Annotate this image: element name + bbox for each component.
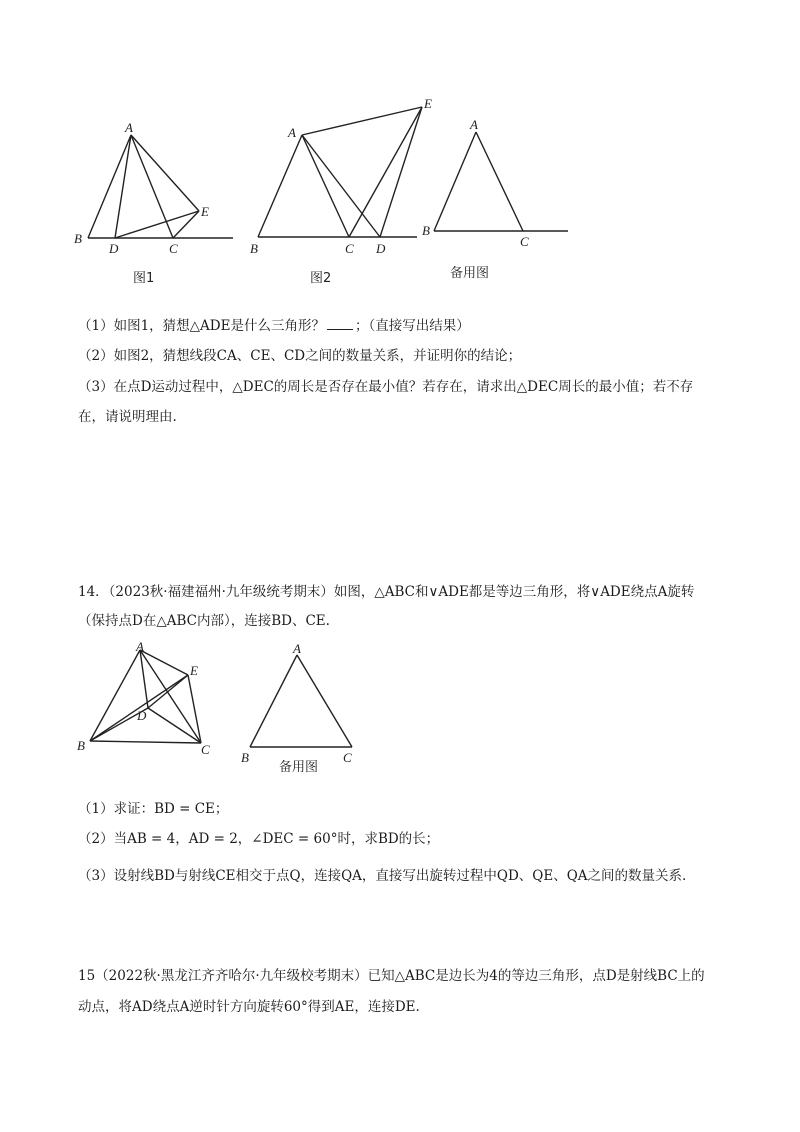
point-d-label: D bbox=[376, 241, 386, 256]
point-a-label: A bbox=[293, 641, 301, 656]
q14-part1: （1）求证：BD = CE； bbox=[78, 801, 229, 817]
q15-stem-line1: 15（2022秋·黑龙江齐齐哈尔·九年级校考期末）已知△ABC是边长为4的等边三角形，点D是射线BC上的 bbox=[78, 968, 705, 984]
q14-part3: （3）设射线BD与射线CE相交于点Q，连接QA，直接写出旋转过程中QD、QE、QA之间的数量关系. bbox=[78, 868, 687, 884]
point-b-label: B bbox=[241, 750, 249, 765]
q13-part3-line2: 在，请说明理由. bbox=[78, 409, 177, 425]
point-a-label: A bbox=[136, 639, 144, 654]
q14-stem-line1: 14．（2023秋·福建福州·九年级统考期末）如图，△ABC和∨ADE都是等边三角形，将∨ADE绕点A旋转 bbox=[78, 584, 695, 600]
point-c-label: C bbox=[169, 241, 178, 256]
figure-2-caption: 图2 bbox=[310, 271, 332, 286]
point-c-label: C bbox=[520, 234, 529, 249]
q14-part2: （2）当AB = 4，AD = 2，∠DEC = 60°时，求BD的长； bbox=[78, 831, 440, 847]
point-e-label: E bbox=[424, 96, 432, 111]
point-b-label: B bbox=[250, 241, 258, 256]
q13-part2: （2）如图2，猜想线段CA、CE、CD之间的数量关系，并证明你的结论； bbox=[78, 348, 522, 364]
figure-q14 bbox=[70, 638, 220, 758]
point-b-label: B bbox=[74, 231, 82, 246]
point-a-label: A bbox=[470, 117, 478, 132]
figure-2 bbox=[240, 90, 440, 295]
figure-q14-spare bbox=[235, 638, 375, 773]
point-b-label: B bbox=[77, 738, 85, 753]
point-c-label: C bbox=[345, 241, 354, 256]
q13-part1: （1）如图1，猜想△ADE是什么三角形？ ；（直接写出结果） bbox=[78, 318, 470, 334]
point-d-label: D bbox=[109, 241, 119, 256]
point-b-label: B bbox=[422, 223, 430, 238]
point-c-label: C bbox=[201, 742, 210, 757]
answer-blank bbox=[327, 329, 353, 330]
figure-spare-caption: 备用图 bbox=[450, 266, 490, 281]
point-d-label: D bbox=[137, 708, 147, 723]
figure-spare-caption: 备用图 bbox=[279, 760, 319, 775]
figure-1-caption: 图1 bbox=[133, 271, 155, 286]
q15-stem-line2: 动点，将AD绕点A逆时针方向旋转60°得到AE，连接DE. bbox=[78, 999, 420, 1015]
point-c-label: C bbox=[343, 750, 352, 765]
point-e-label: E bbox=[201, 204, 209, 219]
point-a-label: A bbox=[125, 120, 133, 135]
q13-part3-line1: （3）在点D运动过程中，△DEC的周长是否存在最小值？若存在，请求出△DEC周长的最小值；若不存 bbox=[78, 379, 694, 395]
point-a-label: A bbox=[288, 125, 296, 140]
q14-stem-line2: （保持点D在△ABC内部），连接BD、CE. bbox=[78, 613, 330, 629]
point-e-label: E bbox=[190, 663, 198, 678]
figure-1 bbox=[70, 115, 240, 295]
figure-spare-q13 bbox=[420, 115, 580, 295]
